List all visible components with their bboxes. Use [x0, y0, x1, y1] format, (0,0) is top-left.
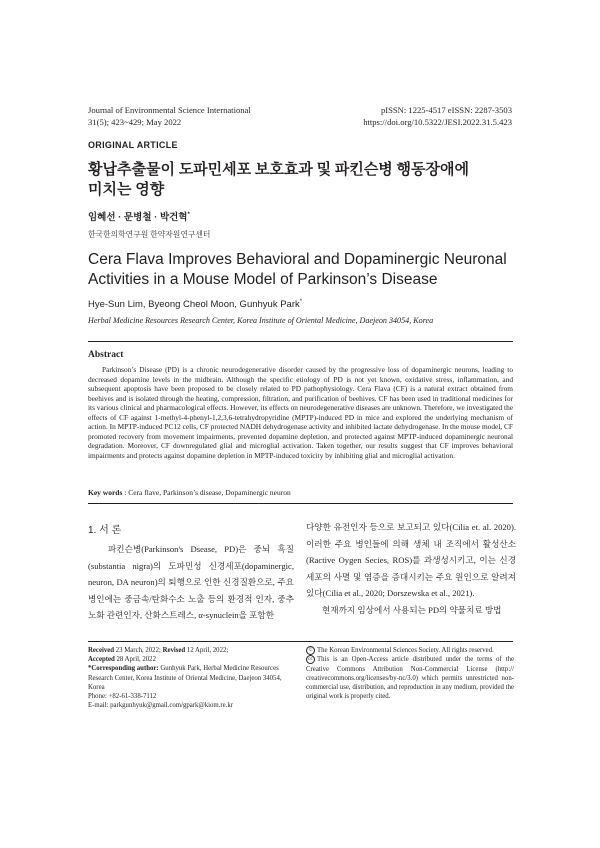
email-link[interactable]: E-mail: parkgunhyuk@gmail.com/gpark@kiom.re.kr — [88, 702, 234, 710]
intro-right-paragraph-2: 현재까지 임상에서 사용되는 PD의 약물치료 방법 — [322, 604, 502, 615]
intro-left-column: 파킨슨병(Parkinson's Dsease, PD)은 중뇌 흑질(substantia nigra)의 도파민성 신경세포(dopaminergic, neuron, DA neuron)의 퇴행으로 인한 신경질환으로, 주요 병인에는 중금속/탄화수소 노출 등의 환경적 인자, 중추 노화 관련인자, 산화스트레스, α-synuclein을 포함한 — [88, 544, 294, 621]
article-type: ORIGINAL ARTICLE — [88, 140, 178, 150]
english-author-names: Hye-Sun Lim, Byeong Cheol Moon, Gunhyuk Park — [88, 299, 300, 311]
english-title-line2: Activities in a Mouse Model of Parkinson’s Disease — [88, 271, 438, 288]
intro-right-paragraph: 다양한 유전인자 등으로 보고되고 있다(Cilia et. al. 2020). 이러한 주요 병인들에 의해 생체 내 조직에서 활성산소(Ractive Oygen Secies, ROS)를 과생성시키고, 이는 신경세포의 사멸 및 염증을 증대시키는 주요 원인으로 알려져 있다(Cilia et al., 2020; Dorszewska et al., 2021). — [306, 522, 516, 599]
english-affiliation: Herbal Medicine Resources Research Center, Korea Institute of Oriental Medicine, Daejeon 34054, Korea — [88, 316, 434, 325]
license-line — [306, 655, 514, 701]
english-title — [88, 250, 528, 290]
copyright-text: The Korean Environmental Sciences Society. All rights reserved. — [317, 647, 494, 655]
revised-date: 12 April, 2022; — [185, 647, 229, 654]
doi-link[interactable]: https://doi.org/10.5322/JESI.2022.31.5.423 — [363, 117, 512, 127]
divider-top — [88, 341, 513, 342]
corresponding-label: *Corresponding author: — [88, 665, 159, 673]
keywords — [88, 488, 513, 497]
license-text: This is an Open-Access article distributed under the terms of the Creative Commons Attribution Non-Commercial License (http:// creativecommons.org/licenses/by-nc/3.0) which permits unrestricted non-commercial use, distribution, and reproduction in any medium, provided the original work is properly cited. — [306, 656, 514, 701]
copyright-icon: © — [306, 646, 315, 655]
divider-footnotes — [88, 641, 513, 642]
corresponding-author — [88, 664, 288, 692]
phone: Phone: +82-61-338-7112 — [88, 693, 157, 701]
dates-line1 — [88, 646, 288, 655]
journal-header — [88, 104, 251, 128]
english-title-line1: Cera Flava Improves Behavioral and Dopaminergic Neuronal — [88, 251, 507, 268]
accepted-date: 28 April, 2022 — [114, 656, 156, 664]
issn: pISSN: 1225-4517 eISSN: 2287-3503 — [380, 105, 512, 115]
copyright-line — [306, 646, 514, 655]
english-authors — [88, 299, 302, 310]
keywords-text: : Cera flave, Parkinson’s disease, Dopaminergic neuron — [122, 488, 291, 497]
footnote-dates — [88, 646, 288, 710]
revised-label: Revised — [162, 647, 186, 654]
korean-affiliation: 한국한의학연구원 한약자원연구센터 — [88, 230, 211, 239]
abstract-heading: Abstract — [88, 350, 124, 360]
keywords-label: Key words — [88, 488, 123, 497]
dates-line2 — [88, 655, 288, 664]
korean-authors — [88, 209, 190, 223]
corresponding-mark: * — [187, 211, 190, 218]
footnote-license — [306, 646, 514, 701]
received-label: Received — [88, 647, 115, 654]
accepted-label: Accepted — [88, 656, 115, 664]
received-date: 23 March, 2022; — [114, 647, 163, 654]
korean-title-line2: 미치는 영향 — [88, 182, 165, 198]
creative-commons-icon: cc — [306, 655, 315, 664]
korean-title — [88, 160, 518, 200]
corresponding-text: Gunhyuk Park, Herbal Medicine Resources Research Center, Korea Institute of Oriental Medicine, Daejeon 34054, Korea — [88, 665, 282, 691]
korean-author-names: 임혜선 · 문병철 · 박건혁 — [88, 212, 188, 223]
abstract-body: Parkinson’s Disease (PD) is a chronic neurodegenerative disorder caused by the progressive loss of dopaminergic neurons, leading to decreased dopamine levels in the midbrain. Although the specific etiology of PD is not yet known, oxidative stress, inflammation, and subsequent apoptosis have been proposed to be closely related to PD pathophysiology. Cera Flava (CF) is a natural extract obtained from beehives and is isolated through the heating, compression, filtration, and purification of beehives. CF has been used in traditional medicines for its various clinical and pharmacological effects. However, its effects on neurodegenerative diseases are unknown. Therefore, we investigated the effects of CF against 1-methyl-4-phenyl-1,2,3,6-tetrahydropyridine (MPTP)-induced PD in mice and explored the underlying mechanism of action. In MPTP-induced PC12 cells, CF protected NADH dehydrogenase activity and inhibited lactate dehydrogenase. In the mouse model, CF promoted recovery from movement impairments, prevented dopamine depletion, and protected against MPTP-induced dopaminergic neuronal degradation. Moreover, CF downregulated glial and microglial activation. Taken together, our results suggest that CF improves behavioral impairments and protects against dopamine depletion in MPTP-induced toxicity by inhibiting glial and microglial activation. — [88, 365, 513, 460]
journal-volume: 31(5); 423~429; May 2022 — [88, 117, 182, 127]
journal-name: Journal of Environmental Science International — [88, 105, 251, 115]
korean-title-line1: 황납추출물이 도파민세포 보호효과 및 파킨슨병 행동장애에 — [88, 162, 470, 178]
intro-right-column — [306, 519, 516, 619]
divider-abstract — [88, 503, 513, 504]
issn-header — [363, 104, 512, 128]
section-heading-intro: 1. 서 론 — [88, 525, 122, 536]
corresponding-mark: * — [299, 299, 303, 305]
